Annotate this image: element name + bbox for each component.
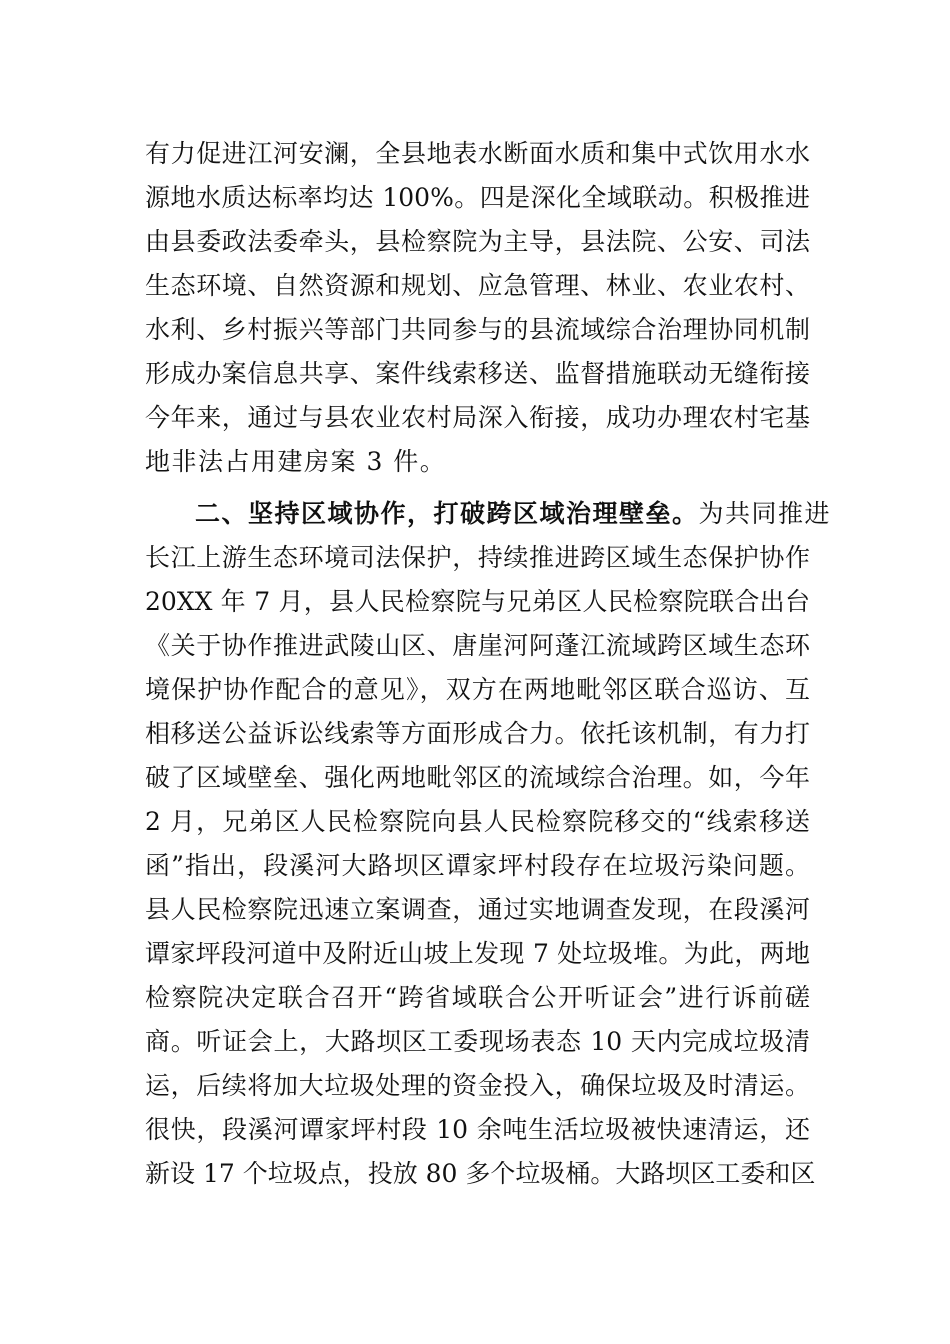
paragraph-line: 20XX 年 7 月，县人民检察院与兄弟区人民检察院联合出台 [145,587,810,616]
section-heading: 二、坚持区域协作，打破跨区域治理壁垒。 [195,499,699,528]
paragraph-line: 《关于协作推进武陵山区、唐崖河阿蓬江流域跨区域生态环 [145,631,810,660]
paragraph-line: 地非法占用建房案 3 件。 [145,447,447,476]
paragraph-line: 由县委政法委牵头，县检察院为主导，县法院、公安、司法 [145,227,810,256]
paragraph-line: 县人民检察院迅速立案调查，通过实地调查发现，在段溪河 [145,895,810,924]
paragraph-line: 破了区域壁垒、强化两地毗邻区的流域综合治理。如，今年 [145,763,810,792]
paragraph-line: 谭家坪段河道中及附近山坡上发现 7 处垃圾堆。为此，两地 [145,939,810,968]
paragraph-line: 源地水质达标率均达 100%。四是深化全域联动。积极推进 [145,183,810,212]
paragraph-line: 很快，段溪河谭家坪村段 10 余吨生活垃圾被快速清运，还 [145,1115,810,1144]
paragraph-line: 检察院决定联合召开“跨省域联合公开听证会”进行诉前磋 [145,983,810,1012]
paragraph-line: 商。听证会上，大路坝区工委现场表态 10 天内完成垃圾清 [145,1027,810,1056]
paragraph-line: 形成办案信息共享、案件线索移送、监督措施联动无缝衔接 [145,359,810,388]
paragraph-line: 有力促进江河安澜，全县地表水断面水质和集中式饮用水水 [145,139,810,168]
paragraph-line: 今年来，通过与县农业农村局深入衔接，成功办理农村宅基 [145,403,810,432]
section-heading-line [195,494,831,534]
paragraph-line: 函”指出，段溪河大路坝区谭家坪村段存在垃圾污染问题。 [145,851,810,880]
section-heading-rest: 为共同推进 [698,499,832,528]
paragraph-line: 新设 17 个垃圾点，投放 80 多个垃圾桶。大路坝区工委和区 [145,1159,816,1188]
paragraph-line: 境保护协作配合的意见》，双方在两地毗邻区联合巡访、互 [145,675,810,704]
paragraph-line: 水利、乡村振兴等部门共同参与的县流域综合治理协同机制 [145,315,810,344]
paragraph-line: 长江上游生态环境司法保护，持续推进跨区域生态保护协作 [145,543,810,572]
paragraph-line: 2 月，兄弟区人民检察院向县人民检察院移交的“线索移送 [145,807,810,836]
paragraph-line: 生态环境、自然资源和规划、应急管理、林业、农业农村、 [145,271,810,300]
paragraph-line: 相移送公益诉讼线索等方面形成合力。依托该机制，有力打 [145,719,810,748]
paragraph-line: 运，后续将加大垃圾处理的资金投入，确保垃圾及时清运。 [145,1071,810,1100]
